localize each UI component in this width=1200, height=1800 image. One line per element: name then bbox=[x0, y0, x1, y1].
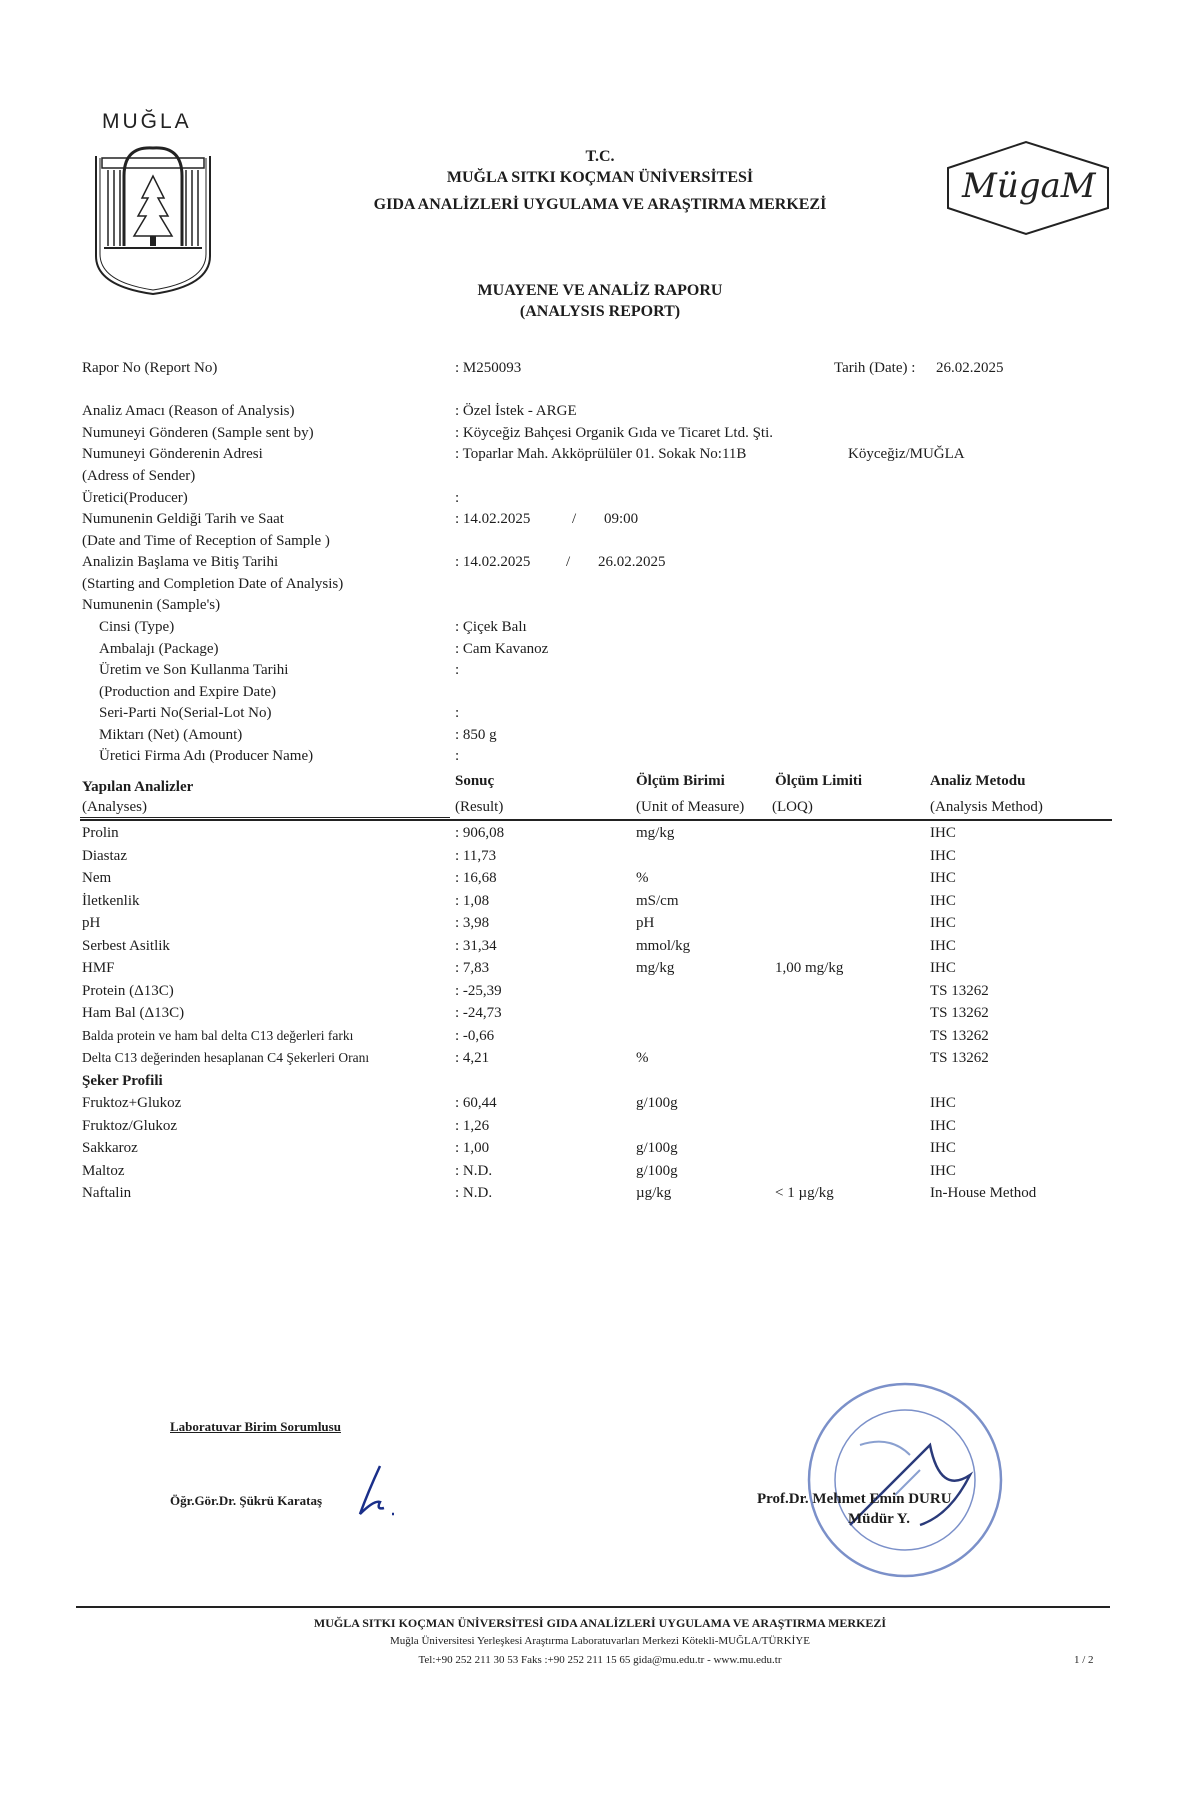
logo-city-text: MUĞLA bbox=[102, 110, 192, 133]
analysis-name: Diastaz bbox=[82, 847, 127, 864]
results-table bbox=[0, 770, 1200, 1210]
package-value: : Cam Kavanoz bbox=[455, 641, 549, 657]
address-label: Numuneyi Gönderenin Adresi bbox=[82, 446, 263, 462]
result-value: : N.D. bbox=[455, 1162, 493, 1179]
result-value: : 11,73 bbox=[455, 847, 497, 864]
analysis-name: Nem bbox=[82, 870, 112, 886]
analysis-name: HMF bbox=[82, 960, 115, 976]
package-label: Ambalajı (Package) bbox=[99, 641, 219, 657]
method-value: IHC bbox=[930, 915, 956, 931]
sample-label: Numunenin (Sample's) bbox=[82, 597, 221, 613]
logo-emblem-icon bbox=[88, 136, 218, 296]
producer-name-label: Üretici Firma Adı (Producer Name) bbox=[99, 748, 314, 764]
method-value: TS 13262 bbox=[930, 1005, 989, 1021]
result-value: : 31,34 bbox=[455, 937, 497, 954]
director-title: Müdür Y. bbox=[848, 1511, 910, 1527]
method-value: IHC bbox=[930, 825, 956, 841]
col-header-unit-en: (Unit of Measure) bbox=[636, 799, 745, 815]
result-value: : 1,00 bbox=[455, 1140, 490, 1156]
analysis-name: Fruktoz/Glukoz bbox=[82, 1117, 177, 1134]
lot-label: Seri-Parti No(Serial-Lot No) bbox=[99, 705, 272, 721]
amount-value: : 850 g bbox=[455, 727, 497, 743]
unit-value: mmol/kg bbox=[636, 937, 691, 954]
unit-value: pH bbox=[636, 915, 655, 931]
address-label-en: (Adress of Sender) bbox=[82, 468, 196, 484]
unit-value: mg/kg bbox=[636, 825, 675, 841]
method-value: IHC bbox=[930, 892, 956, 909]
analysis-start: : 14.02.2025 bbox=[455, 554, 531, 570]
analysis-name: Naftalin bbox=[82, 1185, 132, 1201]
producer-name-value: : bbox=[455, 748, 460, 764]
method-value: IHC bbox=[930, 960, 956, 976]
table-row bbox=[0, 1162, 1200, 1185]
amount-label: Miktarı (Net) (Amount) bbox=[99, 727, 243, 743]
report-no-label: Rapor No (Report No) bbox=[82, 360, 218, 376]
unit-value: mS/cm bbox=[636, 892, 679, 909]
method-value: TS 13262 bbox=[930, 1050, 989, 1066]
unit-value: % bbox=[636, 870, 649, 886]
table-row bbox=[0, 1094, 1200, 1117]
col-header-analyses-en: (Analyses) bbox=[82, 799, 147, 815]
table-row bbox=[0, 847, 1200, 870]
analysis-name: Fruktoz+Glukoz bbox=[82, 1095, 182, 1111]
mugam-logo bbox=[940, 140, 1115, 236]
table-row bbox=[0, 1049, 1200, 1072]
footer-center-name: MUĞLA SITKI KOÇMAN ÜNİVERSİTESİ GIDA ANALİZLERİ UYGULAMA VE ARAŞTIRMA MERKEZİ bbox=[313, 1616, 887, 1630]
table-row bbox=[0, 824, 1200, 847]
result-value: : -24,73 bbox=[455, 1005, 502, 1021]
loq-value: 1,00 mg/kg bbox=[775, 960, 844, 976]
analysis-name: Protein (Δ13C) bbox=[82, 982, 174, 999]
table-row bbox=[0, 1117, 1200, 1140]
analysis-name: Prolin bbox=[82, 825, 119, 841]
header-university: MUĞLA SITKI KOÇMAN ÜNİVERSİTESİ bbox=[446, 169, 754, 186]
prod-date-value: : bbox=[455, 662, 460, 678]
report-title: MUAYENE VE ANALİZ RAPORU bbox=[477, 282, 723, 299]
method-value: IHC bbox=[930, 1162, 956, 1179]
analysis-name: Sakkaroz bbox=[82, 1140, 138, 1156]
table-row bbox=[0, 914, 1200, 937]
table-row bbox=[0, 959, 1200, 982]
lab-signature-icon bbox=[350, 1462, 410, 1522]
result-value: : 7,83 bbox=[455, 960, 490, 976]
unit-value: % bbox=[636, 1050, 649, 1066]
university-logo bbox=[88, 110, 218, 290]
result-value: : 3,98 bbox=[455, 915, 490, 931]
type-label: Cinsi (Type) bbox=[99, 619, 175, 635]
prod-date-label: Üretim ve Son Kullanma Tarihi bbox=[99, 662, 289, 678]
analysis-name: Maltoz bbox=[82, 1162, 125, 1179]
analysis-name: Balda protein ve ham bal delta C13 değerleri farkı bbox=[82, 1027, 354, 1043]
method-value: TS 13262 bbox=[930, 1027, 989, 1044]
reception-time: 09:00 bbox=[604, 511, 639, 527]
analysis-sep: / bbox=[566, 554, 571, 570]
reception-label-en: (Date and Time of Reception of Sample ) bbox=[82, 533, 330, 549]
col-header-result: Sonuç bbox=[455, 773, 495, 789]
method-value: IHC bbox=[930, 870, 956, 886]
section-title-sugar-profile: Şeker Profili bbox=[82, 1072, 163, 1089]
result-value: : 1,08 bbox=[455, 892, 490, 909]
reason-label: Analiz Amacı (Reason of Analysis) bbox=[82, 403, 295, 419]
producer-label: Üretici(Producer) bbox=[82, 490, 188, 506]
table-row bbox=[0, 1027, 1200, 1050]
unit-value: g/100g bbox=[636, 1140, 678, 1156]
table-row bbox=[0, 1004, 1200, 1027]
lab-responsible-name: Öğr.Gör.Dr. Şükrü Karataş bbox=[170, 1493, 323, 1508]
type-value: : Çiçek Balı bbox=[455, 619, 527, 635]
table-row bbox=[0, 982, 1200, 1005]
official-stamp-icon bbox=[800, 1375, 1010, 1585]
method-value: TS 13262 bbox=[930, 982, 989, 999]
method-value: IHC bbox=[930, 847, 956, 864]
table-header-rule bbox=[80, 819, 1112, 821]
table-row bbox=[0, 892, 1200, 915]
analysis-name: Delta C13 değerinden hesaplanan C4 Şekerleri Oranı bbox=[82, 1050, 370, 1065]
date-value: 26.02.2025 bbox=[936, 360, 1004, 376]
analysis-name: Ham Bal (Δ13C) bbox=[82, 1005, 185, 1021]
table-row bbox=[0, 869, 1200, 892]
reception-date: : 14.02.2025 bbox=[455, 511, 531, 527]
unit-value: g/100g bbox=[636, 1162, 678, 1179]
unit-value: g/100g bbox=[636, 1095, 678, 1111]
result-value: : N.D. bbox=[455, 1185, 493, 1201]
reception-sep: / bbox=[572, 511, 577, 527]
result-value: : 906,08 bbox=[455, 825, 505, 841]
footer-address: Muğla Üniversitesi Yerleşkesi Araştırma Laboratuvarları Merkezi Kötekli-MUĞLA/TÜRKİYE bbox=[389, 1635, 811, 1647]
page-number: 1 / 2 bbox=[1074, 1654, 1094, 1666]
table-row bbox=[0, 937, 1200, 960]
footer-rule bbox=[76, 1606, 1110, 1608]
prod-date-label-en: (Production and Expire Date) bbox=[99, 684, 277, 700]
analysis-name: pH bbox=[82, 915, 101, 931]
analysis-dates-label: Analizin Başlama ve Bitiş Tarihi bbox=[82, 554, 279, 570]
col-header-result-en: (Result) bbox=[455, 799, 504, 815]
analysis-end: 26.02.2025 bbox=[598, 554, 666, 570]
address-city: Köyceğiz/MUĞLA bbox=[848, 446, 965, 462]
result-value: : 16,68 bbox=[455, 870, 497, 886]
col-header-method-en: (Analysis Method) bbox=[930, 799, 1043, 815]
reception-label: Numunenin Geldiği Tarih ve Saat bbox=[82, 511, 284, 527]
sender-value: : Köyceğiz Bahçesi Organik Gıda ve Ticaret Ltd. Şti. bbox=[455, 425, 773, 441]
footer-contact: Tel:+90 252 211 30 53 Faks :+90 252 211 15 65 gida@mu.edu.tr - www.mu.edu.tr bbox=[418, 1654, 782, 1666]
analysis-name: Serbest Asitlik bbox=[82, 937, 170, 954]
mugam-logo-text: MügaM bbox=[962, 166, 1096, 206]
loq-value: < 1 µg/kg bbox=[775, 1185, 834, 1201]
col-header-analyses: Yapılan Analizler bbox=[82, 779, 194, 795]
director-name: Prof.Dr. Mehmet Emin DURU bbox=[757, 1491, 952, 1507]
result-value: : 1,26 bbox=[455, 1117, 490, 1134]
lab-responsible-title: Laboratuvar Birim Sorumlusu bbox=[170, 1419, 341, 1434]
method-value: IHC bbox=[930, 1140, 956, 1156]
table-row bbox=[0, 1139, 1200, 1162]
unit-value: mg/kg bbox=[636, 960, 675, 976]
col-header-loq-en: (LOQ) bbox=[772, 799, 813, 815]
report-no-value: : M250093 bbox=[455, 360, 522, 376]
unit-value: µg/kg bbox=[636, 1185, 672, 1201]
analysis-dates-label-en: (Starting and Completion Date of Analysis) bbox=[82, 576, 344, 592]
analysis-name: İletkenlik bbox=[82, 892, 140, 909]
result-value: : -25,39 bbox=[455, 982, 502, 999]
result-value: : 4,21 bbox=[455, 1050, 490, 1066]
col-header-loq: Ölçüm Limiti bbox=[775, 773, 863, 789]
reason-value: : Özel İstek - ARGE bbox=[455, 403, 577, 419]
col-header-method: Analiz Metodu bbox=[930, 773, 1026, 789]
header-tc: T.C. bbox=[585, 148, 615, 165]
address-value: : Toparlar Mah. Akköprülüler 01. Sokak No:11B bbox=[455, 446, 747, 462]
report-title-en: (ANALYSIS REPORT) bbox=[519, 303, 681, 320]
sender-label: Numuneyi Gönderen (Sample sent by) bbox=[82, 425, 314, 441]
producer-value: : bbox=[455, 490, 460, 506]
col-header-unit: Ölçüm Birimi bbox=[636, 773, 725, 789]
date-label: Tarih (Date) : bbox=[834, 360, 916, 376]
method-value: IHC bbox=[930, 1095, 956, 1111]
header-center: GIDA ANALİZLERİ UYGULAMA VE ARAŞTIRMA MERKEZİ bbox=[373, 196, 827, 213]
table-header-underline bbox=[80, 817, 450, 818]
method-value: In-House Method bbox=[930, 1185, 1037, 1201]
lot-value: : bbox=[455, 705, 460, 721]
method-value: IHC bbox=[930, 937, 956, 954]
table-row bbox=[0, 1184, 1200, 1207]
result-value: : 60,44 bbox=[455, 1095, 497, 1111]
result-value: : -0,66 bbox=[455, 1027, 495, 1044]
method-value: IHC bbox=[930, 1117, 956, 1134]
